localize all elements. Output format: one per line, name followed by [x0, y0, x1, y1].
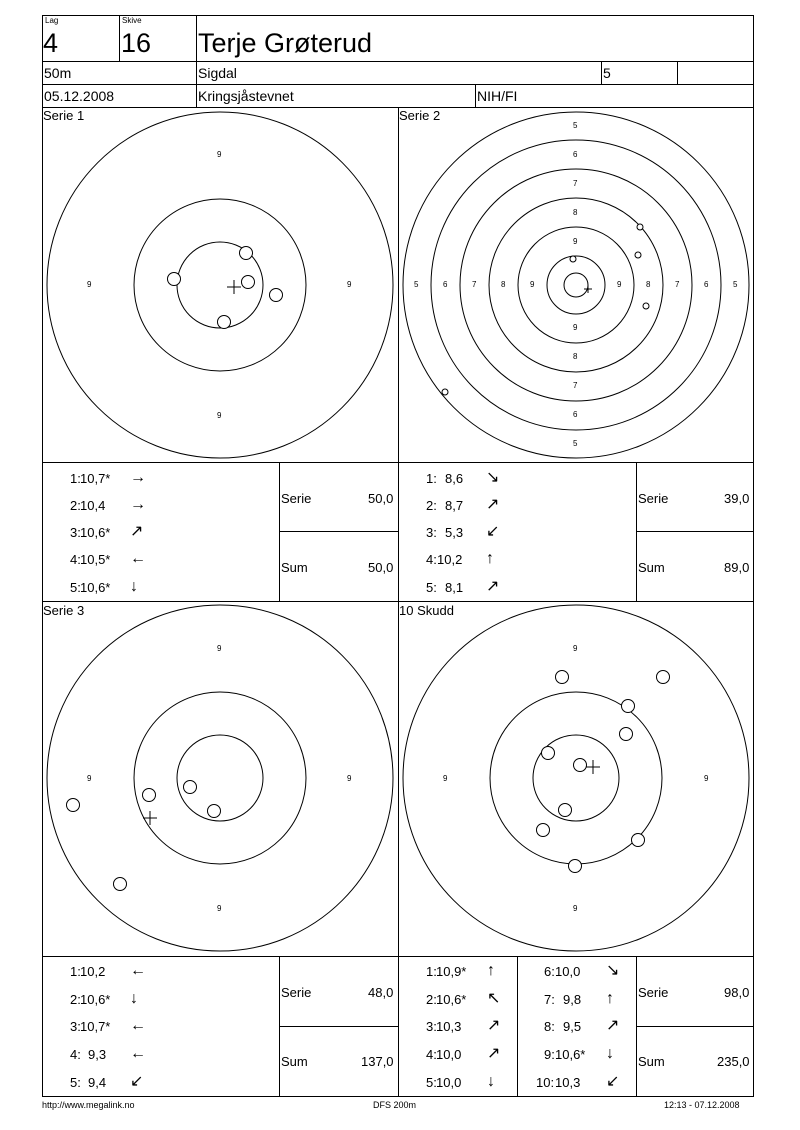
- skive-value: 16: [121, 28, 152, 58]
- shot-number: 1:: [70, 471, 81, 486]
- ring-label: 9: [443, 774, 448, 783]
- shot-arrow-icon: ←: [130, 1017, 146, 1034]
- ring-label: 9: [217, 644, 222, 653]
- serie3-serie-label: Serie: [281, 985, 312, 1000]
- shot-arrow-icon: ↙: [606, 1073, 620, 1090]
- shot-number: 7:: [544, 992, 555, 1007]
- ring-label: 9: [573, 644, 578, 653]
- class: 5: [603, 65, 611, 81]
- shot-score: 10,9*: [436, 964, 467, 979]
- skudd10-sum-value: 235,0: [717, 1054, 750, 1069]
- skive-label: Skive: [122, 16, 142, 25]
- shot-arrow-icon: ↗: [486, 578, 500, 595]
- ring-outer: [403, 605, 749, 951]
- shot-number: 5:: [426, 1075, 437, 1090]
- shot-arrow-icon: →: [130, 469, 146, 486]
- shot-number: 4:: [426, 552, 437, 567]
- ring-label: 8: [573, 208, 578, 217]
- serie2-title: Serie 2: [399, 108, 441, 123]
- shot-score: 10,6*: [80, 525, 111, 540]
- shot-score: 5,3: [445, 525, 464, 540]
- shot-number: 3:: [70, 1019, 81, 1034]
- ring-label: 9: [704, 774, 709, 783]
- ring-label: 7: [675, 280, 680, 289]
- shot-arrow-icon: →: [130, 496, 146, 513]
- shot-number: 3:: [70, 525, 81, 540]
- ring-label: 9: [87, 774, 92, 783]
- shooter-name: Terje Grøterud: [198, 28, 373, 58]
- ring-label: 7: [472, 280, 477, 289]
- shot-number: 9:: [544, 1047, 555, 1062]
- shot-hole: [620, 728, 633, 741]
- shot-arrow-icon: ↘: [606, 962, 620, 979]
- shot-number: 2:: [426, 992, 437, 1007]
- shot-arrow-icon: ↘: [486, 469, 500, 486]
- shot-number: 1:: [426, 964, 437, 979]
- shot-hole: [622, 700, 635, 713]
- ring-label: 9: [530, 280, 535, 289]
- shot-hole: [632, 834, 645, 847]
- ring-label: 5: [733, 280, 738, 289]
- serie2-sum-value: 89,0: [724, 560, 750, 575]
- shot-arrow-icon: ↓: [487, 1073, 495, 1090]
- shot-score: 10,7*: [80, 471, 111, 486]
- shot-arrow-icon: ↓: [130, 578, 138, 595]
- serie2-sum-label: Sum: [638, 560, 665, 575]
- shot-score: 10,4: [80, 498, 106, 513]
- serie3-sum-label: Sum: [281, 1054, 308, 1069]
- lag-label: Lag: [45, 16, 59, 25]
- serie1-sum-value: 50,0: [368, 560, 394, 575]
- serie1-title: Serie 1: [43, 108, 85, 123]
- ring-label: 7: [573, 179, 578, 188]
- event: Kringsjåstevnet: [198, 88, 294, 104]
- shot-score: 10,5*: [80, 552, 111, 567]
- shot-score: 10,0: [436, 1047, 462, 1062]
- shot-number: 3:: [426, 525, 437, 540]
- shot-hole: [574, 759, 587, 772]
- shot-number: 4:: [70, 1047, 81, 1062]
- shot-hole: [559, 804, 572, 817]
- shot-arrow-icon: ↗: [487, 1045, 501, 1062]
- shot-score: 10,0: [555, 964, 581, 979]
- shot-number: 2:: [426, 498, 437, 513]
- shot-score: 10,0: [436, 1075, 462, 1090]
- skudd10-title: 10 Skudd: [399, 603, 454, 618]
- shot-score: 10,6*: [555, 1047, 586, 1062]
- shot-arrow-icon: ↖: [487, 990, 501, 1007]
- ring-label: 5: [573, 121, 578, 130]
- shot-number: 1:: [426, 471, 437, 486]
- shot-arrow-icon: ↑: [486, 550, 494, 567]
- shot-number: 3:: [426, 1019, 437, 1034]
- shot-number: 10:: [536, 1075, 555, 1090]
- ring-label: 9: [573, 323, 578, 332]
- shot-arrow-icon: ↗: [487, 1017, 501, 1034]
- shot-number: 4:: [70, 552, 81, 567]
- shot-number: 2:: [70, 498, 81, 513]
- club: Sigdal: [198, 65, 237, 81]
- shot-number: 4:: [426, 1047, 437, 1062]
- shot-score: 10,6*: [80, 580, 111, 595]
- serie3-sum-value: 137,0: [361, 1054, 394, 1069]
- shot-arrow-icon: ↑: [487, 962, 495, 979]
- shot-score: 10,6*: [436, 992, 467, 1007]
- shot-score: 9,5: [563, 1019, 582, 1034]
- serie2-serie-label: Serie: [638, 491, 669, 506]
- ring-label: 6: [573, 410, 578, 419]
- aim-cross: [586, 760, 600, 774]
- shot-score: 10,2: [437, 552, 463, 567]
- shot-hole: [537, 824, 550, 837]
- ring-label: 6: [704, 280, 709, 289]
- shot-number: 5:: [70, 580, 81, 595]
- shot-arrow-icon: ←: [130, 1045, 146, 1062]
- shot-score: 10,6*: [80, 992, 111, 1007]
- ring-label: 9: [217, 150, 222, 159]
- ring-label: 9: [217, 904, 222, 913]
- serie2-serie-value: 39,0: [724, 491, 750, 506]
- shot-arrow-icon: ↗: [130, 523, 144, 540]
- shot-arrow-icon: ↙: [486, 523, 500, 540]
- footer-system: DFS 200m: [373, 1100, 417, 1110]
- ring-label: 9: [617, 280, 622, 289]
- shot-arrow-icon: ↗: [606, 1017, 620, 1034]
- serie1-serie-label: Serie: [281, 491, 312, 506]
- skudd10-sum-label: Sum: [638, 1054, 665, 1069]
- serie1-serie-value: 50,0: [368, 491, 394, 506]
- shot-score: 8,6: [445, 471, 464, 486]
- skudd10-serie-label: Serie: [638, 985, 669, 1000]
- ring-label: 8: [573, 352, 578, 361]
- shot-score: 10,2: [80, 964, 106, 979]
- ring-label: 8: [646, 280, 651, 289]
- shot-arrow-icon: ←: [130, 962, 146, 979]
- shot-score: 8,1: [445, 580, 464, 595]
- ring-label: 7: [573, 381, 578, 390]
- shot-number: 2:: [70, 992, 81, 1007]
- shot-score: 8,7: [445, 498, 464, 513]
- shot-arrow-icon: ↑: [606, 990, 614, 1007]
- ring-label: 9: [573, 904, 578, 913]
- ring-label: 9: [217, 411, 222, 420]
- shot-hole: [556, 671, 569, 684]
- ring-label: 9: [347, 774, 352, 783]
- shot-hole: [657, 671, 670, 684]
- shot-score: 10,7*: [80, 1019, 111, 1034]
- shot-score: 10,3: [555, 1075, 581, 1090]
- ring-label: 5: [414, 280, 419, 289]
- shot-score: 9,4: [88, 1075, 107, 1090]
- serie3-serie-value: 48,0: [368, 985, 394, 1000]
- footer-url[interactable]: http://www.megalink.no: [42, 1100, 135, 1110]
- ring-label: 6: [443, 280, 448, 289]
- ring-label: 9: [347, 280, 352, 289]
- ring-label: 9: [573, 237, 578, 246]
- shot-score: 9,3: [88, 1047, 107, 1062]
- shot-arrow-icon: ↓: [606, 1045, 614, 1062]
- ring-label: 5: [573, 439, 578, 448]
- organizer: NIH/FI: [477, 88, 518, 104]
- shot-arrow-icon: ↙: [130, 1073, 144, 1090]
- lag-value: 4: [43, 28, 59, 58]
- ring-label: 6: [573, 150, 578, 159]
- ring-label: 9: [87, 280, 92, 289]
- skudd10-serie-value: 98,0: [724, 985, 750, 1000]
- shot-number: 8:: [544, 1019, 555, 1034]
- shot-arrow-icon: ↗: [486, 496, 500, 513]
- distance: 50m: [44, 65, 72, 81]
- date: 05.12.2008: [44, 88, 115, 104]
- shot-score: 10,3: [436, 1019, 462, 1034]
- shot-number: 5:: [70, 1075, 81, 1090]
- footer-timestamp: 12:13 - 07.12.2008: [664, 1100, 740, 1110]
- serie3-title: Serie 3: [43, 603, 85, 618]
- shot-number: 6:: [544, 964, 555, 979]
- ring-label: 8: [501, 280, 506, 289]
- shot-arrow-icon: ←: [130, 550, 146, 567]
- shot-score: 9,8: [563, 992, 582, 1007]
- shot-number: 1:: [70, 964, 81, 979]
- shot-hole: [569, 860, 582, 873]
- shot-number: 5:: [426, 580, 437, 595]
- shot-arrow-icon: ↓: [130, 990, 138, 1007]
- serie1-sum-label: Sum: [281, 560, 308, 575]
- shot-hole: [542, 747, 555, 760]
